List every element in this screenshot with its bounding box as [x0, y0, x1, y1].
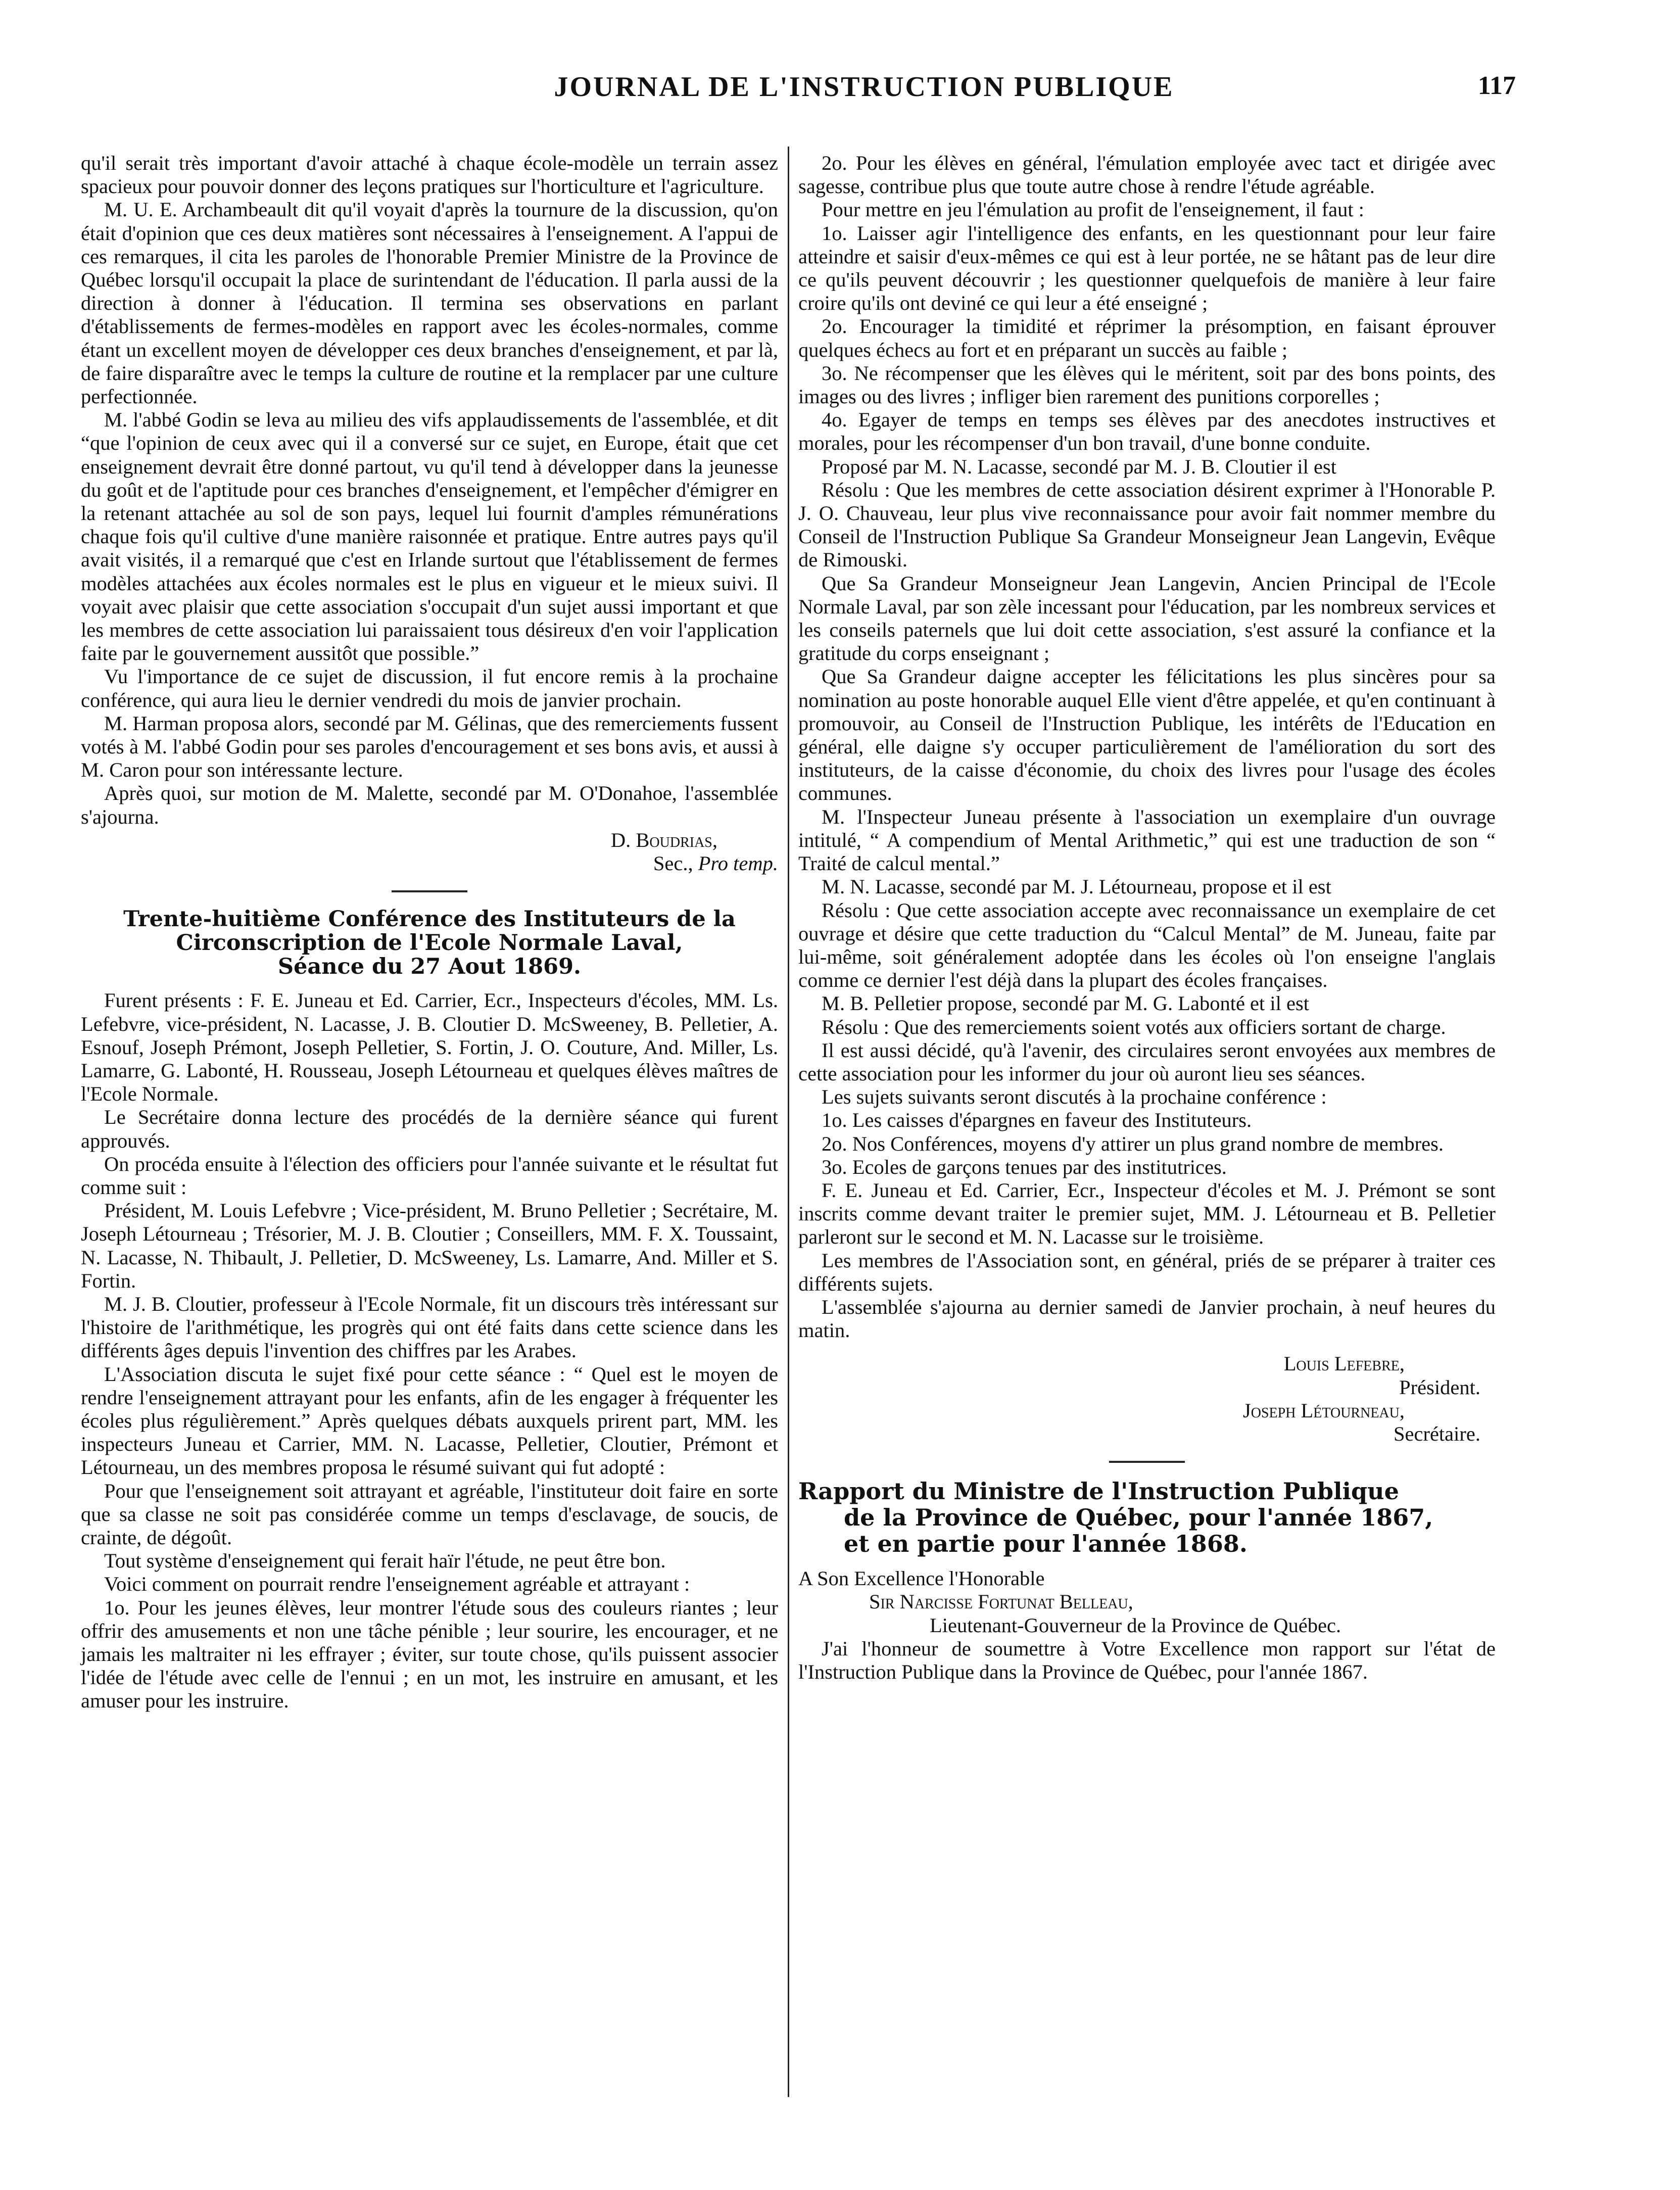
paragraph: qu'il serait très important d'avoir attaché à chaque école-modèle un terrain assez spacieux pour pouvoir donner des leçons pratiques sur l'horticulture et l'agriculture. — [81, 152, 778, 198]
section-heading-line: Trente-huitième Conférence des Instituteurs de la Circonscription de l'Ecole Normale Laval, — [123, 907, 736, 956]
paragraph: 3o. Ecoles de garçons tenues par des institutrices. — [822, 1155, 1227, 1178]
paragraph: Que Sa Grandeur daigne accepter les félicitations les plus sincères pour sa nomination au poste honorable auquel Elle vient d'être appelée, et qu'en continuant à promouvoir, au Conseil de l'Instruction Publique, les intérêts de l'Education en général, elle daigne s'y occuper particulièrement de l'amélioration du sort des instituteurs, de la caisse d'économie, du choix des livres pour l'usage des écoles communes. — [798, 665, 1496, 805]
paragraph: Le Secrétaire donna lecture des procédés de la dernière séance qui furent approuvés. — [81, 1106, 778, 1152]
report-heading-line: de la Province de Québec, pour l'année 1867, — [844, 1504, 1433, 1532]
paragraph: 4o. Egayer de temps en temps ses élèves par des anecdotes instructives et morales, pour les récompenser d'un bon travail, d'une bonne conduite. — [798, 408, 1496, 455]
paragraph: Les membres de l'Association sont, en général, priés de se préparer à traiter ces différents sujets. — [798, 1249, 1496, 1295]
paragraph: Voici comment on pourrait rendre l'enseignement agréable et attrayant : — [104, 1573, 690, 1596]
secretary-name: D. Boudrias, — [610, 828, 717, 851]
secretary-title-prefix: Sec., — [653, 852, 698, 875]
president-title: Président. — [1399, 1375, 1480, 1399]
section-rule — [1109, 1461, 1185, 1463]
paragraph: Furent présents : F. E. Juneau et Ed. Carrier, Ecr., Inspecteurs d'écoles, MM. Ls. Lefebvre, vice-président, N. Lacasse, J. B. Cloutier D. McSweeney, B. Pelletier, A. Esnouf, Joseph Prémont, Joseph Pelletier, S. Fortin, J. O. Couture, And. Miller, Ls. Lamarre, G. Labonté, H. Rousseau, Joseph Létourneau et quelques élèves maîtres de l'Ecole Normale. — [81, 989, 778, 1106]
journal-title: JOURNAL DE L'INSTRUCTION PUBLIQUE — [554, 71, 1174, 103]
paragraph: Tout système d'enseignement qui ferait haïr l'étude, ne peut être bon. — [104, 1549, 666, 1573]
paragraph: Président, M. Louis Lefebvre ; Vice-président, M. Bruno Pelletier ; Secrétaire, M. Joseph Létourneau ; Trésorier, M. J. B. Cloutier ; Conseillers, MM. F. X. Toussaint, N. Lacasse, N. Thibault, J. Pelletier, D. McSweeney, Ls. Lamarre, And. Miller et S. Fortin. — [81, 1199, 778, 1292]
paragraph: M. Harman proposa alors, secondé par M. Gélinas, que des remerciements fussent votés à M. l'abbé Godin pour ses paroles d'encouragement et ses bons avis, et aussi à M. Caron pour son intéressante lecture. — [81, 711, 778, 782]
section-rule — [392, 890, 467, 892]
section-heading-date: Séance du 27 Aout 1869. — [278, 954, 581, 980]
paragraph: M. l'abbé Godin se leva au milieu des vifs applaudissements de l'assemblée, et dit “que l'opinion de ceux avec qui il a conversé sur ce sujet, en Europe, était que cet enseignement devrait être donné partout, vu qu'il tend à développer dans la jeunesse du goût et de l'aptitude pour ces branches d'enseignement, et l'empêcher d'émigrer en la retenant attachée au sol de son pays, lequel lui fournit d'amples rémunérations chaque fois qu'il cultive d'une manière raisonnée et pratique. Entre autres pays qu'il avait visités, il a remarqué que c'est en Irlande surtout que l'établissement de fermes modèles attachées aux écoles normales est le plus en vigueur et le mieux suivi. Il voyait avec plaisir que cette association s'occupait d'un sujet aussi important et que les membres de cette association lui paraissaient tous désireux d'en voir l'application faite par le gouvernement aussitôt que possible.” — [81, 408, 778, 665]
paragraph: 1o. Laisser agir l'intelligence des enfants, en les questionnant pour leur faire atteindre et saisir d'eux-mêmes ce qui est à leur portée, ne se hâtant pas de leur dire ce qu'ils peuvent découvrir ; les questionner quelquefois de manière à leur faire croire qu'ils ont deviné ce qui leur a été enseigné ; — [798, 221, 1496, 315]
secretary-title-italic: Pro temp. — [698, 852, 778, 875]
address-line — [798, 1590, 1496, 1613]
paragraph: Pour mettre en jeu l'émulation au profit de l'enseignement, il faut : — [822, 198, 1365, 221]
paragraph: 2o. Nos Conférences, moyens d'y attirer un plus grand nombre de membres. — [822, 1132, 1444, 1155]
page-header — [81, 71, 1516, 106]
right-column — [798, 152, 1496, 1684]
page-number: 117 — [1477, 71, 1516, 100]
report-heading-line: Rapport du Ministre de l'Instruction Publique — [798, 1478, 1399, 1505]
paragraph: F. E. Juneau et Ed. Carrier, Ecr., Inspecteur d'écoles et M. J. Prémont se sont inscrits comme devant traiter le premier sujet, MM. J. Létourneau et B. Pelletier parleront sur le second et M. N. Lacasse sur le troisième. — [798, 1178, 1496, 1249]
paragraph: Résolu : Que cette association accepte avec reconnaissance un exemplaire de cet ouvrage et désire que cette traduction du “Calcul Mental” de M. Juneau, faite par lui-même, soit généralement adoptée dans les écoles où l'on enseigne l'anglais comme ce dernier l'est déjà dans la plupart des écoles françaises. — [798, 898, 1496, 992]
paragraph: Il est aussi décidé, qu'à l'avenir, des circulaires seront envoyées aux membres de cette association pour les informer du jour où auront lieu ses séances. — [798, 1038, 1496, 1085]
address-line: Lieutenant-Gouverneur de la Province de Québec. — [930, 1613, 1341, 1637]
report-heading-line: et en partie pour l'année 1868. — [844, 1530, 1247, 1558]
signature-line — [81, 829, 778, 852]
paragraph: M. J. B. Cloutier, professeur à l'Ecole Normale, fit un discours très intéressant sur l'histoire de l'arithmétique, les progrès qui ont été faits dans cette science dans les différents âges depuis l'invention des chiffres par les Arabes. — [81, 1292, 778, 1362]
paragraph: J'ai l'honneur de soumettre à Votre Excellence mon rapport sur l'état de l'Instruction Publique dans la Province de Québec, pour l'année 1867. — [798, 1637, 1496, 1683]
paragraph: 1o. Les caisses d'épargnes en faveur des Instituteurs. — [822, 1109, 1252, 1132]
paragraph: Pour que l'enseignement soit attrayant et agréable, l'instituteur doit faire en sorte que sa classe ne soit pas considérée comme un temps d'esclavage, de soucis, de crainte, de dégoût. — [81, 1479, 778, 1549]
report-heading — [798, 1478, 1496, 1557]
secretary-name: Joseph Létourneau, — [1242, 1399, 1405, 1422]
paragraph: 2o. Encourager la timidité et réprimer la présomption, en faisant éprouver quelques échecs au fort et en préparant un succès au faible ; — [798, 315, 1496, 361]
address-line: A Son Excellence l'Honorable — [798, 1567, 1045, 1590]
signature-line — [81, 852, 778, 875]
paragraph: 2o. Pour les élèves en général, l'émulation employée avec tact et dirigée avec sagesse, contribue plus que toute autre chose à rendre l'étude agréable. — [798, 152, 1496, 198]
left-column — [81, 152, 778, 1713]
paragraph: Résolu : Que les membres de cette association désirent exprimer à l'Honorable P. J. O. Chauveau, leur plus vive reconnaissance pour avoir fait nommer membre du Conseil de l'Instruction Publique Sa Grandeur Monseigneur Jean Langevin, Evêque de Rimouski. — [798, 478, 1496, 572]
president-name: Louis Lefebre, — [1283, 1352, 1405, 1375]
signature-line — [798, 1399, 1496, 1422]
section-heading — [81, 908, 778, 979]
paragraph: M. B. Pelletier propose, secondé par M. G. Labonté et il est — [822, 992, 1310, 1015]
paragraph: Que Sa Grandeur Monseigneur Jean Langevin, Ancien Principal de l'Ecole Normale Laval, par son zèle incessant pour l'éducation, par les nombreux services et les conseils paternels que lui doit cette association, s'est assuré la confiance et la gratitude du corps enseignant ; — [798, 572, 1496, 665]
paragraph: Vu l'importance de ce sujet de discussion, il fut encore remis à la prochaine conférence, qui aura lieu le dernier vendredi du mois de janvier prochain. — [81, 665, 778, 711]
paragraph: On procéda ensuite à l'élection des officiers pour l'année suivante et le résultat fut comme suit : — [81, 1152, 778, 1199]
governor-name: Sir Narcisse Fortunat Belleau, — [869, 1590, 1133, 1613]
paragraph: L'Association discuta le sujet fixé pour cette séance : “ Quel est le moyen de rendre l'enseignement attrayant pour les enfants, afin de les engager à fréquenter les écoles plus régulièrement.” Après quelques débats auxquels prirent part, MM. les inspecteurs Juneau et Carrier, MM. N. Lacasse, Pelletier, Cloutier, Prémont et Létourneau, un des membres proposa le résumé suivant qui fut adopté : — [81, 1362, 778, 1479]
paragraph: M. N. Lacasse, secondé par M. J. Létourneau, propose et il est — [822, 875, 1331, 898]
column-divider — [788, 147, 789, 2097]
signature-line — [798, 1352, 1496, 1375]
paragraph: 1o. Pour les jeunes élèves, leur montrer l'étude sous des couleurs riantes ; leur offrir des amusements et non une tâche pénible ; leur sourire, les encourager, et ne jamais les maltraiter ni les effrayer ; éviter, sur toute chose, qu'ils puissent associer l'idée de l'étude avec celle de l'ennui ; en un mot, les instruire en amusant, et les amuser pour les instruire. — [81, 1596, 778, 1712]
signature-line — [798, 1422, 1496, 1446]
paragraph: M. l'Inspecteur Juneau présente à l'association un exemplaire d'un ouvrage intitulé, “ A compendium of Mental Arithmetic,” qui est une traduction de son “ Traité de calcul mental.” — [798, 805, 1496, 875]
paragraph: Résolu : Que des remerciements soient votés aux officiers sortant de charge. — [822, 1015, 1446, 1038]
paragraph: Les sujets suivants seront discutés à la prochaine conférence : — [822, 1085, 1327, 1109]
paragraph: L'assemblée s'ajourna au dernier samedi de Janvier prochain, à neuf heures du matin. — [798, 1295, 1496, 1342]
paragraph: Après quoi, sur motion de M. Malette, secondé par M. O'Donahoe, l'assemblée s'ajourna. — [81, 782, 778, 828]
paragraph: Proposé par M. N. Lacasse, secondé par M. J. B. Cloutier il est — [822, 455, 1337, 478]
paragraph: 3o. Ne récompenser que les élèves qui le méritent, soit par des bons points, des images ou des livres ; infliger bien rarement des punitions corporelles ; — [798, 361, 1496, 408]
signature-line — [798, 1376, 1496, 1399]
paragraph: M. U. E. Archambeault dit qu'il voyait d'après la tournure de la discussion, qu'on était d'opinion que ces deux matières sont nécessaires à l'enseignement. A l'appui de ces remarques, il cita les paroles de l'honorable Premier Ministre de la Province de Québec lorsqu'il occupait la place de surintendant de l'éducation. Il parla aussi de la direction à donner à l'éducation. Il termina ses observations en parlant d'établissements de fermes-modèles en rapport avec les écoles-normales, comme étant un excellent moyen de développer ces deux branches d'enseignement, et par là, de faire disparaître avec le temps la culture de routine et la remplacer par une culture perfectionnée. — [81, 198, 778, 408]
secretary-title: Secrétaire. — [1393, 1422, 1480, 1445]
